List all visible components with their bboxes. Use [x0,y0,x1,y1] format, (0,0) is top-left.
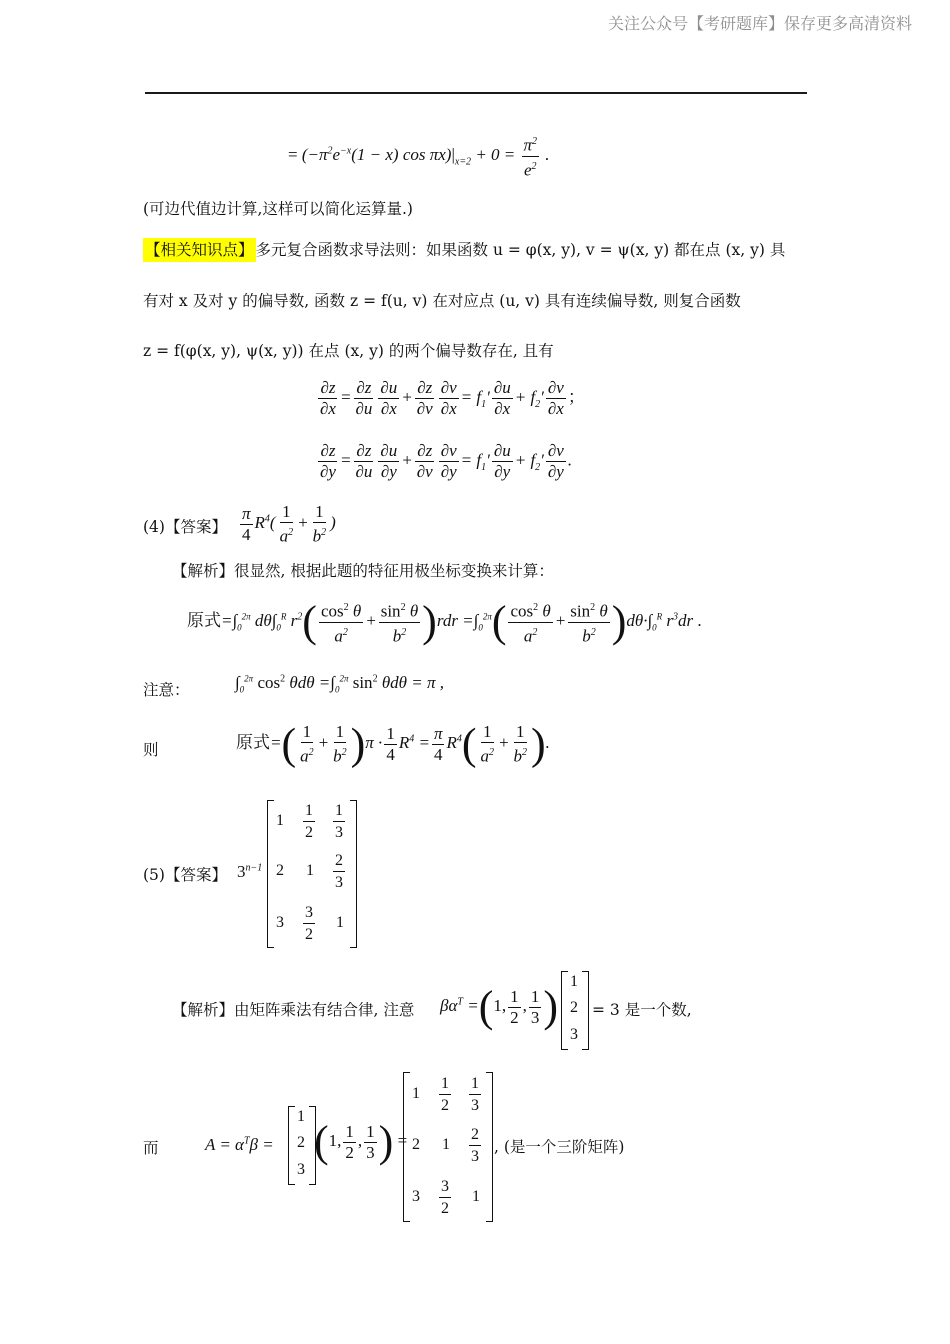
q4-note-formula: $\int_0^{2\pi}$ $\cos^2 \theta d\theta =\int_0^{2\pi}$ $\sin^2 \theta d\theta = \pi$ , [235,673,445,695]
vector-cell: 3 [297,1161,305,1178]
matrix-cell: $\frac{3}{2}$ [305,904,313,943]
q4-answer-label: (4)【答案】 [143,518,227,536]
q5-answer-label: (5)【答案】 [143,866,227,884]
q4-integral-main: 原式$=\int_0^{2\pi}$ $d\theta\int_0^R$ $r^2$( $\frac{\cos^2 \theta}{a^2}$ + $\frac{\sin^2 \theta}{b^2}$ )$rdr =\int_0^{2\pi}$( $\frac{\cos^2 \theta}{a^2}$ + $\frac{\sin^2 \theta}{b^2}$ )$d\theta\cdot\int_0^R$ $r^3dr$ . [187,597,702,647]
knowledge-text-1: 多元复合函数求导法则：如果函数 u = φ(x, y), v = ψ(x, y) 都在点 (x, y) 具 [255,241,786,259]
vector-cell: 1 [297,1108,305,1125]
matrix-cell: $\frac{2}{3}$ [335,852,343,891]
q5-result-matrix [403,1072,493,1222]
matrix-cell: 3 [412,1188,420,1205]
q4-result-formula: 原式=( $\frac{1}{a^2}$ + $\frac{1}{b^2}$ )π · $\frac{1}{4}$ $R^4$ = $\frac{\pi}{4}$ $R^4$( $\frac{1}{a^2}$ + $\frac{1}{b^2}$ ). [236,719,550,769]
knowledge-tag: 【相关知识点】 [143,238,256,262]
matrix-cell: $\frac{3}{2}$ [441,1178,449,1217]
vector-cell: 3 [570,1026,578,1043]
vector-cell: 2 [297,1134,305,1151]
q4-then-label: 则 [143,741,159,759]
q5-beta-row: (1, $\frac{1}{2}$ , $\frac{1}{3}$ ) = [314,1117,408,1166]
matrix-cell: 2 [276,862,284,879]
q4-note-label: 注意： [143,681,190,699]
chain-rule-dy: $\frac{\partial z}{\partial y}$ = $\frac{\partial z}{\partial u}$ $\frac{\partial u}{\partial y}$ + $\frac{\partial z}{\partial v}$ $\frac{\partial v}{\partial y}$ = $f_1'$ $\frac{\partial u}{\partial y}$ + $f_2'$ $\frac{\partial v}{\partial y}$ . [320,441,573,481]
matrix-cell: 1 [276,812,284,829]
q5-product-formula: $A = \alpha^T\beta$ = [205,1135,274,1154]
q4-answer-formula: $\frac{\pi}{4}$ $R^4$( $\frac{1}{a^2}$ + $\frac{1}{b^2}$ ) [242,502,336,546]
knowledge-line-3: z = f(φ(x, y), ψ(x, y)) 在点 (x, y) 的两个偏导数存在, 且有 [143,342,554,360]
matrix-cell: 2 [412,1136,420,1153]
q5-answer-matrix [267,800,357,948]
matrix-cell: $\frac{1}{3}$ [335,802,343,841]
vector-cell: 1 [570,973,578,990]
q5-matrix-note: , (是一个三阶矩阵) [494,1138,625,1156]
header-rule [145,92,807,94]
matrix-cell: $\frac{1}{2}$ [441,1075,449,1114]
knowledge-line-2: 有对 x 及对 y 的偏导数, 函数 z = f(u, v) 在对应点 (u, v) 具有连续偏导数, 则复合函数 [143,292,741,310]
equation-limit-result: = ($-\pi^2e^{-x}(1 - x)$ $\cos \pi x)|_{x=2} + 0$ = $\frac{\pi^2}{e^2}$ . [288,132,550,180]
calc-note: (可边代值边计算,这样可以简化运算量.) [143,200,413,218]
matrix-cell: $\frac{1}{3}$ [471,1075,479,1114]
matrix-cell: 1 [306,862,314,879]
q5-alpha-column [288,1106,316,1185]
knowledge-line-1 [143,240,785,260]
matrix-cell: 1 [472,1188,480,1205]
matrix-cell: 1 [412,1085,420,1102]
matrix-cell: $\frac{1}{2}$ [305,802,313,841]
q5-analysis-pre: 【解析】由矩阵乘法有结合律, 注意 [172,1001,415,1019]
q5-and-label: 而 [143,1139,159,1157]
q4-analysis: 【解析】很显然, 根据此题的特征用极坐标变换来计算： [172,562,554,580]
matrix-cell: 3 [276,914,284,931]
matrix-cell: 1 [336,914,344,931]
q5-analysis-formula: $\beta\alpha^T =(1$, $\frac{1}{2}$ , $\frac{1}{3}$ ) [440,982,558,1031]
matrix-cell: 1 [442,1136,450,1153]
q5-answer-coef: $3^{n-1}$ [237,862,263,881]
watermark: 关注公众号【考研题库】保存更多高清资料 [607,14,912,33]
q5-vector-column [561,971,589,1050]
matrix-cell: $\frac{2}{3}$ [471,1126,479,1165]
chain-rule-dx: $\frac{\partial z}{\partial x}$ = $\frac{\partial z}{\partial u}$ $\frac{\partial u}{\partial x}$ + $\frac{\partial z}{\partial v}$ $\frac{\partial v}{\partial x}$ = $f_1'$ $\frac{\partial u}{\partial x}$ + $f_2'$ $\frac{\partial v}{\partial x}$ ； [320,378,585,418]
vector-cell: 2 [570,999,578,1016]
q5-analysis-post: = 3 是一个数, [592,1001,692,1019]
